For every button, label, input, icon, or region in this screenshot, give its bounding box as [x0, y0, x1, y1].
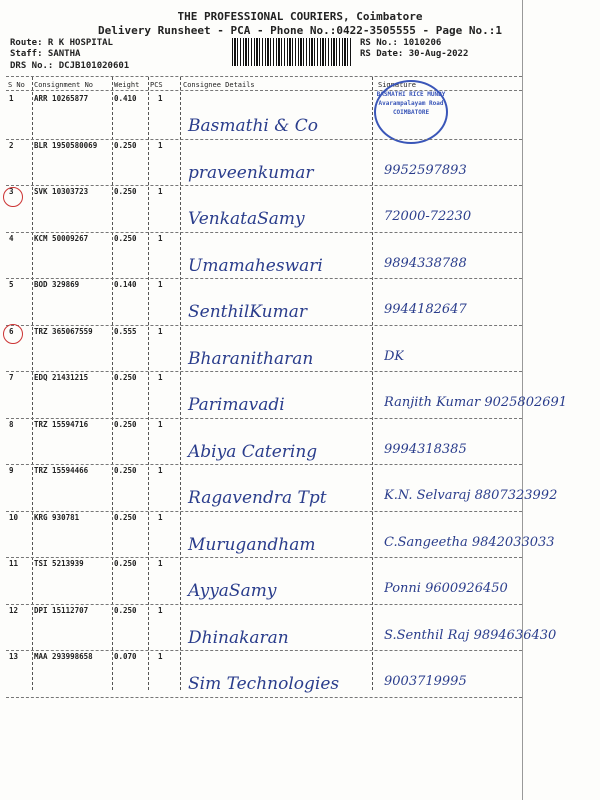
row-weight: 0.250	[114, 187, 137, 196]
row-consignment-no: BOD 329869	[34, 280, 80, 289]
row-consignee-handwritten: SenthilKumar	[188, 302, 307, 322]
row-consignment-no: MAA 293998658	[34, 652, 93, 661]
row-sno: 6	[9, 326, 14, 336]
row-consignee-handwritten: Bharanitharan	[188, 348, 314, 369]
row-pcs: 1	[158, 326, 163, 336]
row-pcs: 1	[158, 466, 163, 475]
runsheet-subtitle: Delivery Runsheet - PCA - Phone No.:0422-3505555 - Page No.:1	[98, 24, 502, 37]
row-pcs: 1	[158, 373, 163, 382]
row-signature-handwritten: 9994318385	[384, 441, 467, 457]
row-weight: 0.250	[114, 373, 137, 382]
col-divider	[112, 77, 113, 690]
row-sno: 1	[9, 94, 14, 103]
row-divider	[6, 511, 522, 512]
col-divider	[32, 77, 33, 690]
row-sno: 3	[9, 187, 14, 196]
row-divider	[6, 464, 522, 465]
row-consignment-no: KCM 50009267	[34, 233, 89, 243]
col-divider	[180, 77, 181, 690]
row-weight: 0.250	[114, 419, 137, 429]
row-consignment-no: TRZ 365067559	[34, 326, 93, 336]
row-consignee-handwritten: Murugandham	[188, 534, 316, 555]
row-consignment-no: TRZ 15594466	[34, 466, 89, 475]
col-sno: S No	[8, 81, 25, 89]
route-label: Route: R K HOSPITAL	[10, 38, 113, 48]
row-consignment-no: DPI 15112707	[34, 605, 89, 615]
col-pcs: PCS	[150, 81, 163, 89]
row-consignment-no: BLR 1950580069	[34, 140, 98, 150]
row-weight: 0.250	[114, 140, 137, 150]
row-pcs: 1	[158, 280, 163, 289]
company-title: THE PROFESSIONAL COURIERS, Coimbatore	[177, 10, 423, 23]
header-divider	[6, 76, 522, 77]
row-signature-handwritten: 9952597893	[384, 162, 467, 178]
row-signature-handwritten: K.N. Selvaraj 8807323992	[384, 488, 558, 503]
row-signature-handwritten: 72000-72230	[384, 209, 472, 224]
drs-number: DRS No.: DCJB101020601	[10, 61, 130, 71]
row-consignee-handwritten: Basmathi & Co	[188, 116, 319, 136]
row-sno: 9	[9, 466, 14, 475]
row-sno: 8	[9, 419, 14, 429]
col-divider	[372, 77, 373, 690]
row-signature-handwritten: S.Senthil Raj 9894636430	[384, 627, 557, 643]
row-signature-handwritten: 9003719995	[384, 674, 467, 689]
row-pcs: 1	[158, 419, 163, 429]
row-consignee-handwritten: Dhinakaran	[188, 627, 289, 648]
row-divider	[6, 557, 522, 558]
col-consignment: Consignment No	[34, 81, 94, 89]
row-sno: 5	[9, 280, 14, 289]
row-divider	[6, 604, 522, 605]
col-signature: Signature	[378, 81, 416, 89]
col-consignee-details: Consignee Details	[183, 81, 255, 89]
row-consignee-handwritten: Ragavendra Tpt	[188, 488, 327, 508]
row-divider	[6, 650, 522, 651]
row-signature-handwritten: 9894338788	[384, 255, 467, 271]
row-sno: 10	[9, 512, 19, 522]
row-weight: 0.250	[114, 233, 137, 243]
red-circle-mark	[3, 187, 23, 207]
row-consignee-handwritten: AyyaSamy	[188, 581, 277, 601]
row-consignee-handwritten: Umamaheswari	[188, 255, 323, 276]
stamp-line-1: BASMATHI RICE MUNDY	[376, 91, 446, 98]
row-sno: 11	[9, 559, 19, 568]
rs-date: RS Date: 30-Aug-2022	[360, 49, 469, 59]
row-consignee-handwritten: VenkataSamy	[188, 209, 305, 229]
row-weight: 0.410	[114, 94, 137, 103]
row-divider	[6, 325, 522, 326]
row-weight: 0.250	[114, 605, 137, 615]
row-signature-handwritten: C.Sangeetha 9842033033	[384, 534, 555, 550]
row-signature-handwritten: DK	[384, 348, 405, 364]
row-weight: 0.250	[114, 559, 137, 568]
row-signature-handwritten: Ponni 9600926450	[384, 581, 508, 596]
row-weight: 0.070	[114, 652, 137, 661]
stamp-line-3: COIMBATORE	[392, 109, 430, 116]
row-consignment-no: SVK 10303723	[34, 187, 89, 196]
row-pcs: 1	[158, 233, 163, 243]
row-consignee-handwritten: praveenkumar	[188, 162, 314, 183]
row-weight: 0.555	[114, 326, 137, 336]
row-pcs: 1	[158, 187, 163, 196]
row-sno: 12	[9, 605, 19, 615]
barcode-image	[232, 38, 352, 66]
row-consignment-no: TRZ 15594716	[34, 419, 89, 429]
row-pcs: 1	[158, 559, 163, 568]
staff-label: Staff: SANTHA	[10, 49, 81, 59]
row-divider	[6, 697, 522, 698]
company-stamp	[374, 80, 448, 144]
row-signature-handwritten: 9944182647	[384, 302, 467, 317]
row-pcs: 1	[158, 652, 163, 661]
rs-number: RS No.: 1010206	[360, 38, 442, 48]
row-pcs: 1	[158, 512, 163, 522]
row-divider	[6, 418, 522, 419]
stamp-line-2: Avarampalayam Road	[378, 100, 444, 107]
red-circle-mark	[3, 324, 23, 344]
row-consignment-no: EDQ 21431215	[34, 373, 89, 382]
row-divider	[6, 232, 522, 233]
row-divider	[6, 139, 522, 140]
row-sno: 4	[9, 233, 14, 243]
row-pcs: 1	[158, 94, 163, 103]
row-consignee-handwritten: Abiya Catering	[188, 441, 318, 462]
row-divider	[6, 185, 522, 186]
row-weight: 0.140	[114, 280, 137, 289]
row-consignment-no: KRG 930781	[34, 512, 80, 522]
col-weight: Weight	[114, 81, 140, 89]
row-sno: 13	[9, 652, 19, 661]
row-consignee-handwritten: Parimavadi	[188, 395, 285, 415]
row-consignee-handwritten: Sim Technologies	[188, 674, 340, 694]
row-divider	[6, 278, 522, 279]
row-signature-handwritten: Ranjith Kumar 9025802691	[384, 395, 568, 410]
col-divider	[148, 77, 149, 690]
row-consignment-no: ARR 10265877	[34, 94, 89, 103]
row-pcs: 1	[158, 605, 163, 615]
row-weight: 0.250	[114, 466, 137, 475]
row-pcs: 1	[158, 140, 163, 150]
row-sno: 2	[9, 140, 14, 150]
row-divider	[6, 371, 522, 372]
row-consignment-no: TSI 5213939	[34, 559, 84, 568]
row-sno: 7	[9, 373, 14, 382]
row-weight: 0.250	[114, 512, 137, 522]
